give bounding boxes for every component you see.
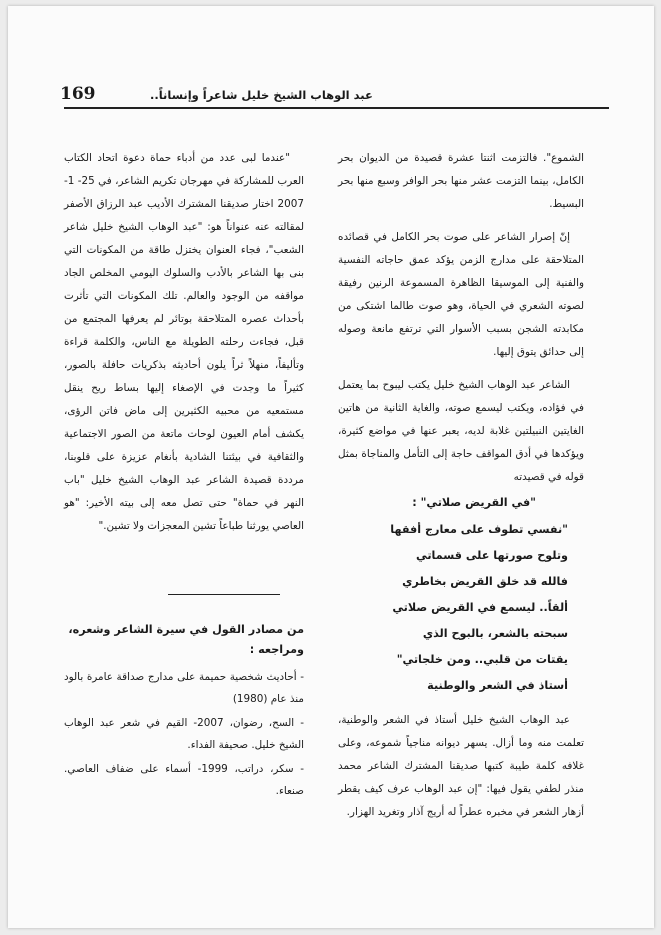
paragraph: الشموع". فالتزمت اثنتا عشرة قصيدة من الديوان بحر الكامل، بينما التزمت عشر منها بحر الوافر وسبع منها بحر البسيط. <box>338 152 584 210</box>
right-column <box>338 147 584 824</box>
paragraph: عبد الوهاب الشيخ خليل أستاذ في الشعر والوطنية، تعلمت منه وما أزال. يسهر ديوانه مناجياً شموعه، وعلى غلافه كلمة طيبة كتبها صديقنا المشترك الشاعر محمد منذر لطفي يقول فيها: "إن عبد الوهاب عرف كيف يقطر أزهار الشعر في مخبره عطراً له أريج آذار وتغريد الهزار. <box>338 714 584 818</box>
verse-line: سبحته بالشعر، بالبوح الذي <box>422 627 568 640</box>
sources-section <box>64 620 304 804</box>
sources-list <box>64 666 304 802</box>
source-item: - أحاديث شخصية حميمة على مدارج صداقة عامرة بالود منذ عام (1980) <box>64 671 304 705</box>
verse-line: فالله قد خلق القريض بخاطري <box>402 575 568 588</box>
verse-line: "نفسي تطوف على معارج أفقها <box>390 523 568 536</box>
sources-heading: من مصادر القول في سيرة الشاعر وشعره، ومراجعه : <box>68 623 304 656</box>
source-item: - سكر، دراتب، 1999- أسماء على ضفاف العاصي. صنعاء. <box>64 763 305 797</box>
section-subheading: أستاذ في الشعر والوطنية <box>427 679 568 692</box>
poem-title: "في القريض صلاتي" : <box>412 496 536 509</box>
paragraph: الشاعر عبد الوهاب الشيخ خليل يكتب ليبوح بما يعتمل في فؤاده، ويكتب ليسمع صوته، والغاية الثانية من هاتين الغايتين النبيلتين غلابة لديه، يعبر عنها في مواضع كثيرة، ويؤكدها في أدق المواقف حاجة إلى التأمل والمناجاة بمثل قوله في قصيدته <box>338 379 584 483</box>
left-column <box>64 147 304 538</box>
poem <box>338 517 584 699</box>
sources-divider <box>168 594 280 595</box>
source-item: - السح، رضوان، 2007- القيم في شعر عبد الوهاب الشيخ خليل. صحيفة الفداء. <box>64 717 304 751</box>
page-number: 169 <box>60 84 96 104</box>
verse-line: ألقاً.. ليسمع في القريض صلاتي <box>392 601 568 614</box>
paragraph: إنّ إصرار الشاعر على صوت بحر الكامل في قصائده المتلاحقة على مدارج الزمن يؤكد عمق حاجاته النفسية والفنية إلى الموسيقا الظاهرة المسموعة الرنين رفيقة لصوته الشعري في الحياة، وهو صوت طالما اشتكى من مكابدته الشجن بسبب الأسوار التي ترتفع مانعة وصوله إلى حدائق يتوق إليها. <box>338 231 584 358</box>
header-rule <box>64 107 609 109</box>
verse-line: يقتات من قلبي.. ومن خلجاتي" <box>396 653 568 666</box>
verse-line: وتلوح صورتها على قسماتي <box>416 549 568 562</box>
paragraph: "عندما لبى عدد من أدباء حماة دعوة اتحاد الكتاب العرب للمشاركة في مهرجان تكريم الشاعر، في 25- 1- 2007 اختار صديقنا المشترك الأديب عبد الرزاق الأصفر لمقالته عنه عنواناً هو: "عبد الوهاب الشيخ خليل شاعر الشعب"، فجاء العنوان يختزل طاقة من المكونات التي بنى بها الشاعر بالأدب والسلوك اليومي المخلص الجاد مواقفه من الوجود والعالم. تلك المكونات التي تأثرت بأحداث عصره المتلاحقة بوتائر لم يعرفها المجتمع من قبل، فجاءت رحلته الطويلة مع الناس، والكلمة قراءة وتأليفاً، منهلاً ثراً يلون أحاديثه بذكريات حافلة بالصور، كثيراً ما وجدت في الإصغاء إليها بساط ريح ينقل مستمعيه من محبيه الكثيرين إلى ماض فاتن الرؤى، يكشف أمام العيون لوحات ماتعة من الصور الاجتماعية والثقافية في بيئتنا الشادية بأنغام عزيزة على قلوبنا، مرددة قصيدة الشاعر عبد الوهاب الشيخ خليل "باب النهر في حماة" حتى تصل معه إلى بيته الأخير: "هو العاصي يورثنا طباعاً تشين المعجزات ولا تشين." <box>64 152 304 532</box>
running-title: عبد الوهاب الشيخ خليل شاعراً وإنساناً.. <box>150 88 373 102</box>
